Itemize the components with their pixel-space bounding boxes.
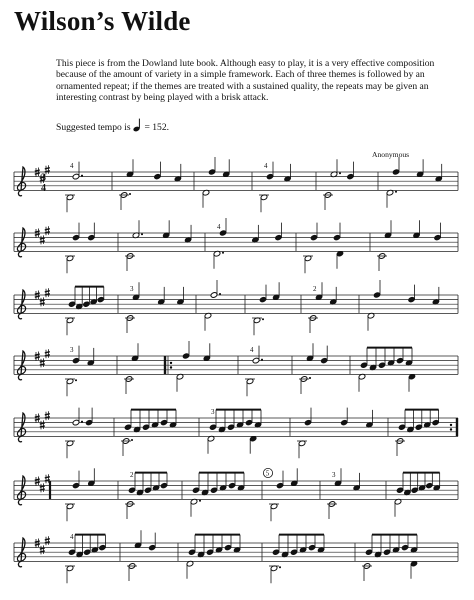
composer-credit: Anonymous	[372, 150, 410, 159]
dot-mark	[219, 293, 221, 295]
dot-mark	[141, 233, 143, 235]
dot-mark	[131, 439, 133, 441]
sharp-icon	[35, 354, 40, 355]
sharp-icon	[35, 419, 40, 420]
sharp-icon	[35, 231, 40, 232]
sharp-icon	[35, 173, 40, 174]
dot-mark	[261, 359, 263, 361]
sharp-icon	[45, 291, 50, 292]
repeat-dot	[450, 428, 452, 430]
dot-mark	[81, 175, 83, 177]
sharp-icon	[35, 296, 40, 297]
sharp-icon	[35, 541, 40, 542]
sharp-icon	[40, 300, 45, 301]
sharp-icon	[45, 414, 50, 415]
time-signature-bottom: 4	[41, 182, 46, 194]
fingering-number: 3	[211, 408, 215, 416]
dot-mark	[339, 172, 341, 174]
sharp-icon	[40, 361, 45, 362]
fingering-number: 4	[264, 162, 268, 170]
sharp-icon	[35, 170, 40, 171]
sharp-icon	[45, 168, 50, 169]
tempo-prefix: Suggested tempo is	[56, 122, 131, 133]
repeat-dot	[170, 366, 172, 368]
dot-mark	[395, 191, 397, 193]
dot-mark	[222, 252, 224, 254]
time-signature-top: 3	[41, 172, 46, 184]
fingering-number: 3	[332, 471, 336, 479]
sharp-icon	[35, 234, 40, 235]
dot-mark	[129, 193, 131, 195]
dot-mark	[199, 500, 201, 502]
sharp-icon	[45, 477, 50, 478]
dot-mark	[262, 318, 264, 320]
sharp-icon	[45, 352, 50, 353]
fingering-number: 4	[250, 346, 254, 354]
page-title: Wilson’s Wilde	[14, 6, 191, 36]
fingering-number: 4	[217, 223, 221, 231]
repeat-dot	[170, 362, 172, 364]
intro-paragraph: This piece is from the Dowland lute book. Although easy to play, it is a very effective composition because of the amount of variety in a simple framework. Each of three themes is followed by an ornamented repeat; if the themes are treated with a sustained quality, the repeats may be given an interesting contrast by being played with a brisk attack.	[56, 58, 435, 104]
fingering-number: 4	[70, 162, 74, 170]
dot-mark	[75, 379, 77, 381]
dot-mark	[279, 566, 281, 568]
sharp-icon	[45, 229, 50, 230]
string-number: 5	[265, 469, 270, 478]
fingering-number: 3	[70, 346, 74, 354]
sharp-icon	[40, 548, 45, 549]
dot-mark	[81, 421, 83, 423]
sharp-icon	[35, 416, 40, 417]
sharp-icon	[40, 486, 45, 487]
sharp-icon	[35, 479, 40, 480]
sharp-icon	[45, 539, 50, 540]
fingering-number: 2	[130, 471, 134, 479]
sharp-icon	[35, 544, 40, 545]
repeat-dot	[450, 424, 452, 426]
fingering-number: 3	[130, 285, 134, 293]
sharp-icon	[35, 293, 40, 294]
sharp-icon	[35, 482, 40, 483]
tempo-value: = 152.	[144, 122, 170, 133]
sharp-icon	[40, 423, 45, 424]
sharp-icon	[40, 238, 45, 239]
fingering-number: 2	[313, 285, 317, 293]
dot-mark	[309, 377, 311, 379]
fingering-number: 4	[70, 533, 74, 541]
sharp-icon	[35, 357, 40, 358]
